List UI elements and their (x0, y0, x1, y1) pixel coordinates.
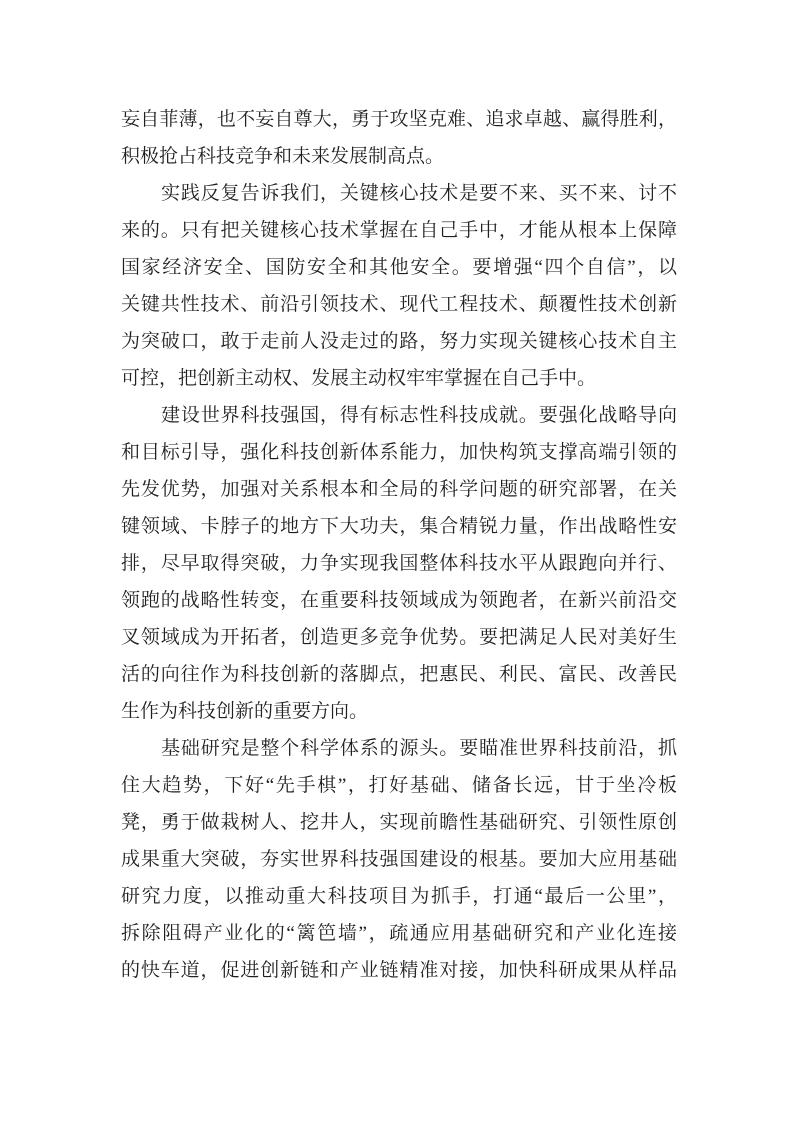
text-line: 叉领域成为开拓者，创造更多竞争优势。要把满足人民对美好生 (121, 627, 677, 648)
text-line: 生作为科技创新的重要方向。 (121, 701, 369, 722)
text-line: 先发优势，加强对关系根本和全局的科学问题的研究部署，在关 (121, 479, 677, 500)
text-line: 成果重大突破，夯实世界科技强国建设的根基。要加大应用基础 (121, 849, 677, 870)
text-line: 排，尽早取得突破，力争实现我国整体科技水平从跟跑向并行、 (121, 553, 677, 574)
text-line: 积极抢占科技竞争和未来发展制高点。 (121, 146, 445, 167)
text-line: 为突破口，敢于走前人没走过的路，努力实现关键核心技术自主 (121, 331, 677, 352)
text-line: 和目标引导，强化科技创新体系能力，加快构筑支撑高端引领的 (121, 442, 677, 463)
text-line: 键领域、卡脖子的地方下大功夫，集合精锐力量，作出战略性安 (121, 516, 677, 537)
text-line: 活的向往作为科技创新的落脚点，把惠民、利民、富民、改善民 (121, 664, 677, 685)
document-text-block (121, 101, 677, 989)
text-line: 可控，把创新主动权、发展主动权牢牢掌握在自己手中。 (121, 368, 597, 389)
text-line: 的快车道，促进创新链和产业链精准对接，加快科研成果从样品 (121, 960, 677, 981)
text-line: 关键共性技术、前沿引领技术、现代工程技术、颠覆性技术创新 (121, 294, 677, 315)
text-line: 国家经济安全、国防安全和其他安全。要增强“四个自信”，以 (121, 257, 677, 278)
text-line: 实践反复告诉我们，关键核心技术是要不来、买不来、讨不 (161, 183, 677, 204)
text-line: 领跑的战略性转变，在重要科技领域成为领跑者，在新兴前沿交 (121, 590, 677, 611)
text-line: 住大趋势，下好“先手棋”，打好基础、储备长远，甘于坐冷板 (121, 775, 677, 796)
text-line: 来的。只有把关键核心技术掌握在自己手中，才能从根本上保障 (121, 220, 677, 241)
text-line: 妄自菲薄，也不妄自尊大，勇于攻坚克难、追求卓越、赢得胜利， (121, 109, 677, 130)
text-line: 研究力度，以推动重大科技项目为抓手，打通“最后一公里”， (121, 886, 677, 907)
text-line: 凳，勇于做栽树人、挖井人，实现前瞻性基础研究、引领性原创 (121, 812, 677, 833)
text-line: 拆除阻碍产业化的“篱笆墙”，疏通应用基础研究和产业化连接 (121, 923, 677, 944)
text-line: 基础研究是整个科学体系的源头。要瞄准世界科技前沿，抓 (161, 738, 677, 759)
text-line: 建设世界科技强国，得有标志性科技成就。要强化战略导向 (161, 405, 677, 426)
